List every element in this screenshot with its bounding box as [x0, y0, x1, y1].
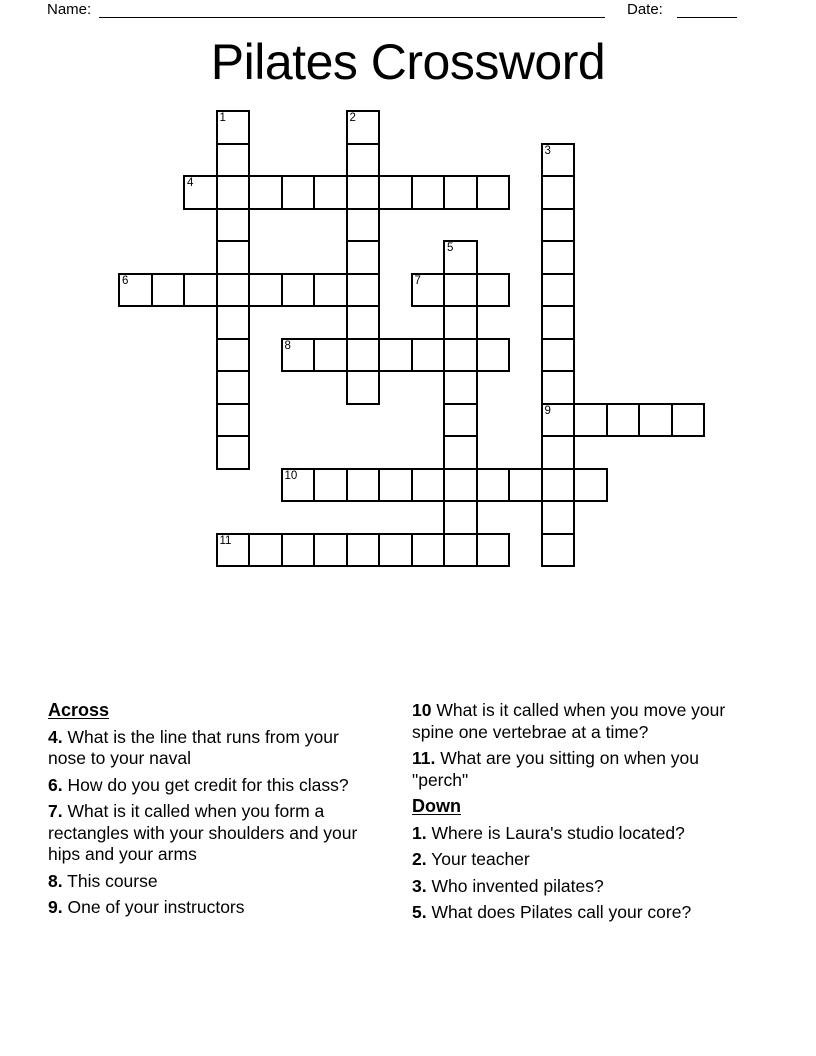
grid-cell[interactable] [606, 403, 641, 438]
clues-column-left [48, 700, 380, 924]
grid-cell[interactable] [248, 273, 283, 308]
grid-cell[interactable] [216, 338, 251, 373]
grid-cell[interactable] [443, 175, 478, 210]
clue-number: 1. [412, 822, 427, 843]
page-title: Pilates Crossword [210, 34, 606, 90]
clue-text: What are you sitting on when you "perch" [412, 748, 700, 790]
grid-cell[interactable] [346, 110, 381, 145]
grid-cell[interactable] [378, 175, 413, 210]
clue-text: One of your instructors [67, 897, 245, 917]
grid-cell[interactable] [476, 273, 511, 308]
grid-cell[interactable] [443, 500, 478, 535]
grid-cell[interactable] [541, 500, 576, 535]
cell-clue-number: 3 [544, 144, 551, 157]
clue-number: 11. [412, 748, 436, 768]
grid-cell[interactable] [346, 175, 381, 210]
clue-item [48, 801, 380, 866]
grid-cell[interactable] [411, 175, 446, 210]
grid-cell[interactable] [216, 370, 251, 405]
grid-cell[interactable] [216, 175, 251, 210]
grid-cell[interactable] [378, 338, 413, 373]
clue-item [412, 748, 757, 791]
grid-cell[interactable] [216, 143, 251, 178]
clue-item [48, 727, 380, 770]
grid-cell[interactable] [541, 435, 576, 470]
grid-cell[interactable] [573, 468, 608, 503]
grid-cell[interactable] [671, 403, 706, 438]
clue-item [48, 871, 380, 893]
grid-cell[interactable] [216, 533, 251, 568]
grid-cell[interactable] [346, 533, 381, 568]
clues-column-right [412, 700, 757, 929]
name-label: Name: [47, 1, 92, 18]
clue-item [412, 700, 757, 743]
grid-cell[interactable] [216, 110, 251, 145]
grid-cell[interactable] [541, 403, 576, 438]
cell-clue-number: 4 [187, 177, 194, 189]
grid-cell[interactable] [411, 273, 446, 308]
grid-cell[interactable] [378, 533, 413, 568]
cell-clue-number: 7 [414, 274, 421, 287]
grid-cell[interactable] [476, 468, 511, 503]
clue-text: Who invented pilates? [431, 875, 604, 896]
grid-cell[interactable] [541, 305, 576, 340]
clue-text: Your teacher [431, 849, 530, 869]
grid-cell[interactable] [541, 338, 576, 373]
clue-text: What is it called when you move your spine one vertebrae at a time? [412, 700, 726, 742]
grid-cell[interactable] [248, 533, 283, 568]
clue-number: 3. [412, 875, 427, 896]
clue-number: 6. [48, 774, 63, 795]
grid-cell[interactable] [281, 338, 316, 373]
clue-number: 7. [48, 801, 63, 821]
grid-cell[interactable] [313, 533, 348, 568]
clue-item [412, 876, 757, 898]
grid-cell[interactable] [443, 305, 478, 340]
cell-clue-number: 11 [219, 534, 232, 547]
clue-item [48, 775, 380, 797]
grid-cell[interactable] [183, 175, 218, 210]
date-fill-line[interactable] [677, 0, 737, 18]
grid-cell[interactable] [443, 435, 478, 470]
grid-cell[interactable] [346, 338, 381, 373]
grid-cell[interactable] [248, 175, 283, 210]
grid-cell[interactable] [378, 468, 413, 503]
grid-cell[interactable] [541, 273, 576, 308]
grid-cell[interactable] [541, 533, 576, 568]
cell-clue-number: 6 [122, 274, 129, 287]
grid-cell[interactable] [346, 143, 381, 178]
clue-number: 2. [412, 849, 427, 869]
grid-cell[interactable] [508, 468, 543, 503]
grid-cell[interactable] [346, 468, 381, 503]
clue-number: 10 [412, 700, 432, 720]
grid-cell[interactable] [346, 273, 381, 308]
grid-cell[interactable] [476, 338, 511, 373]
grid-cell[interactable] [541, 143, 576, 178]
clue-item [412, 849, 757, 871]
clue-text: What does Pilates call your core? [431, 902, 692, 922]
grid-cell[interactable] [183, 273, 218, 308]
grid-cell[interactable] [443, 273, 478, 308]
grid-cell[interactable] [541, 240, 576, 275]
grid-cell[interactable] [281, 533, 316, 568]
grid-cell[interactable] [281, 468, 316, 503]
clue-item [412, 823, 757, 845]
grid-cell[interactable] [313, 273, 348, 308]
cell-clue-number: 1 [219, 112, 226, 124]
clue-number: 5. [412, 902, 427, 922]
grid-cell[interactable] [313, 175, 348, 210]
grid-cell[interactable] [573, 403, 608, 438]
grid-cell[interactable] [443, 468, 478, 503]
cell-clue-number: 10 [284, 469, 298, 482]
grid-cell[interactable] [411, 533, 446, 568]
grid-cell[interactable] [216, 273, 251, 308]
clue-text: How do you get credit for this class? [67, 774, 349, 795]
name-fill-line[interactable] [99, 0, 605, 18]
cell-clue-number: 5 [447, 242, 454, 254]
grid-cell[interactable] [541, 175, 576, 210]
grid-cell[interactable] [346, 208, 381, 243]
grid-cell[interactable] [443, 533, 478, 568]
clue-text: Where is Laura's studio located? [431, 822, 685, 843]
clues-section-heading: Across [48, 700, 110, 720]
crossword-grid [118, 110, 705, 567]
clues-section-heading: Down [412, 796, 461, 816]
grid-cell[interactable] [443, 370, 478, 405]
cell-clue-number: 9 [544, 404, 551, 417]
clue-number: 9. [48, 897, 63, 917]
grid-cell[interactable] [476, 175, 511, 210]
grid-cell[interactable] [346, 305, 381, 340]
grid-cell[interactable] [541, 370, 576, 405]
grid-cell[interactable] [216, 305, 251, 340]
grid-cell[interactable] [411, 468, 446, 503]
grid-cell[interactable] [216, 435, 251, 470]
grid-cell[interactable] [638, 403, 673, 438]
grid-cell[interactable] [151, 273, 186, 308]
clue-number: 8. [48, 870, 63, 891]
grid-cell[interactable] [476, 533, 511, 568]
grid-cell[interactable] [411, 338, 446, 373]
clue-text: What is it called when you form a rectangles with your shoulders and your hips and your arms [48, 801, 358, 864]
grid-cell[interactable] [313, 468, 348, 503]
grid-cell[interactable] [346, 370, 381, 405]
grid-cell[interactable] [281, 273, 316, 308]
clue-item [48, 897, 380, 919]
clue-text: This course [67, 870, 158, 891]
grid-cell[interactable] [346, 240, 381, 275]
grid-cell[interactable] [216, 403, 251, 438]
grid-cell[interactable] [443, 338, 478, 373]
grid-cell[interactable] [443, 240, 478, 275]
grid-cell[interactable] [216, 208, 251, 243]
grid-cell[interactable] [541, 468, 576, 503]
cell-clue-number: 2 [349, 112, 356, 124]
grid-cell[interactable] [118, 273, 153, 308]
date-label: Date: [627, 1, 663, 18]
grid-cell[interactable] [541, 208, 576, 243]
clue-number: 4. [48, 726, 63, 747]
clue-text: What is the line that runs from your nose to your naval [48, 726, 339, 768]
grid-cell[interactable] [216, 240, 251, 275]
cell-clue-number: 8 [284, 339, 291, 352]
clue-item [412, 902, 757, 924]
grid-cell[interactable] [443, 403, 478, 438]
grid-cell[interactable] [281, 175, 316, 210]
grid-cell[interactable] [313, 338, 348, 373]
